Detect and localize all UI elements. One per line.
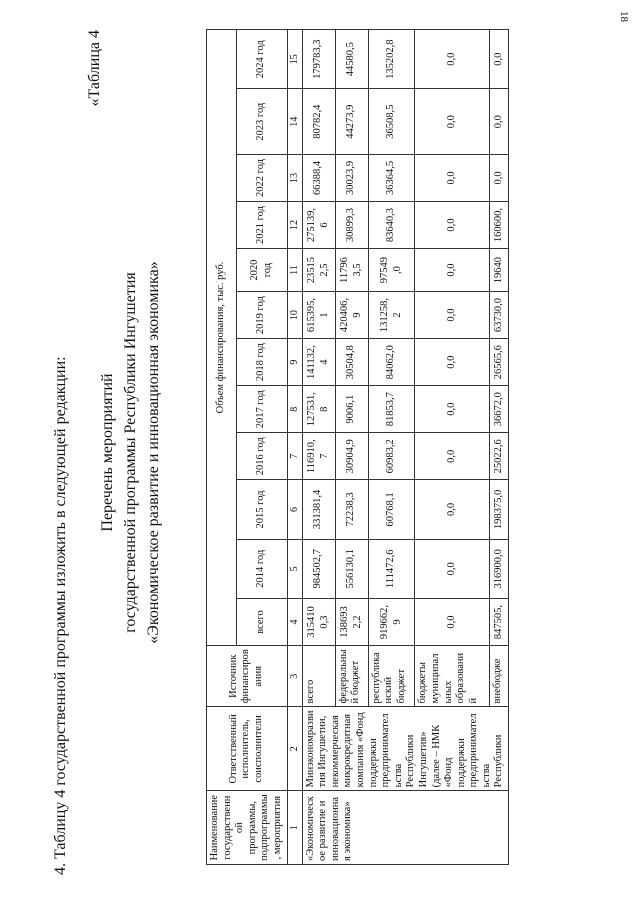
value-cell: 80782,4 (302, 89, 335, 154)
value-cell: 556130,1 (335, 539, 368, 598)
value-cell: 44273,9 (335, 89, 368, 154)
value-cell: 0,0 (489, 154, 508, 201)
value-cell: 36508,5 (368, 89, 415, 154)
value-cell: 60983,2 (368, 433, 415, 480)
value-cell: 0,0 (415, 249, 489, 292)
value-cell: 131258, 2 (368, 292, 415, 339)
page-number: 18 (618, 11, 630, 22)
value-cell: 0,0 (415, 292, 489, 339)
year-header: всего (236, 598, 287, 645)
value-cell: 36364,5 (368, 154, 415, 201)
value-cell: 315410 0,3 (302, 598, 335, 645)
index-cell: 9 (287, 339, 302, 386)
year-header: 2019 год (236, 292, 287, 339)
value-cell: 0,0 (415, 539, 489, 598)
year-header: 2018 год (236, 339, 287, 386)
value-cell: 111472,6 (368, 539, 415, 598)
index-cell: 5 (287, 539, 302, 598)
source-cell: федеральный бюджет (335, 646, 368, 707)
value-cell: 198375,0 (489, 480, 508, 539)
index-cell: 3 (287, 646, 302, 707)
value-cell: 26565,6 (489, 339, 508, 386)
table-row (302, 30, 335, 865)
value-cell: 0,0 (415, 202, 489, 249)
value-cell: 23515 2,5 (302, 249, 335, 292)
year-header: 2021 год (236, 202, 287, 249)
year-header: 2020 год (236, 249, 287, 292)
value-cell: 0,0 (415, 30, 489, 89)
value-cell: 0,0 (415, 386, 489, 433)
title-line-3: «Экономическое развитие и инновационная экономика» (145, 261, 163, 644)
index-cell: 4 (287, 598, 302, 645)
value-cell: 30504,8 (335, 339, 368, 386)
document-title (96, 0, 166, 905)
intro-text: 4. Таблицу 4 государственной программы изложить в следующей редакции: (52, 356, 69, 875)
value-cell: 127531, 8 (302, 386, 335, 433)
value-cell: 116910, 7 (302, 433, 335, 480)
value-cell: 0,0 (415, 154, 489, 201)
year-header: 2023 год (236, 89, 287, 154)
value-cell: 30023,9 (335, 154, 368, 201)
index-cell: 12 (287, 202, 302, 249)
value-cell: 9006,1 (335, 386, 368, 433)
value-cell: 316900,0 (489, 539, 508, 598)
source-cell: бюджеты муниципальных образований (415, 646, 489, 707)
title-line-1: Перечень мероприятий (99, 373, 116, 532)
value-cell: 84062,0 (368, 339, 415, 386)
value-cell: 0,0 (415, 339, 489, 386)
value-cell: 0,0 (489, 30, 508, 89)
index-cell: 10 (287, 292, 302, 339)
index-cell: 13 (287, 154, 302, 201)
value-cell: 19640 (489, 249, 508, 292)
index-cell: 6 (287, 480, 302, 539)
value-cell: 0,0 (415, 480, 489, 539)
value-cell: 0,0 (415, 433, 489, 480)
value-cell: 160600, (489, 202, 508, 249)
executors-cell: Минэкономразвития Ингушетии, некоммерческая микрокредитная компания «Фонд поддержки предпринимательства Республики Ингушетия» (далее – НМК «Фонд поддержки предпринимательства Республики (302, 707, 509, 791)
value-cell: 138693 2,2 (335, 598, 368, 645)
program-name-cell: «Экономическое развитие и инновационная экономика» (302, 791, 509, 865)
value-cell: 179783,3 (302, 30, 335, 89)
col-executor-header: Ответственный исполнитель, соисполнители (207, 707, 288, 791)
year-header: 2014 год (236, 539, 287, 598)
value-cell: 25022,6 (489, 433, 508, 480)
value-cell: 11796 3,5 (335, 249, 368, 292)
index-cell: 15 (287, 30, 302, 89)
value-cell: 331381,4 (302, 480, 335, 539)
value-cell: 72238,3 (335, 480, 368, 539)
value-cell: 919662, 9 (368, 598, 415, 645)
col-volume-header: Объем финансирования, тыс. руб. (207, 30, 237, 646)
value-cell: 44580,5 (335, 30, 368, 89)
value-cell: 66388,4 (302, 154, 335, 201)
value-cell: 30904,9 (335, 433, 368, 480)
table-body (302, 30, 509, 865)
value-cell: 615395, 1 (302, 292, 335, 339)
index-cell: 8 (287, 386, 302, 433)
source-cell: всего (302, 646, 335, 707)
year-header: 2022 год (236, 154, 287, 201)
value-cell: 0,0 (415, 598, 489, 645)
value-cell: 83640,3 (368, 202, 415, 249)
index-cell: 2 (287, 707, 302, 791)
index-row (287, 30, 302, 865)
value-cell: 0,0 (415, 89, 489, 154)
value-cell: 30899,3 (335, 202, 368, 249)
index-cell: 11 (287, 249, 302, 292)
header-row-1 (207, 30, 237, 865)
year-header: 2024 год (236, 30, 287, 89)
table-label: «Таблица 4 (86, 30, 103, 107)
value-cell: 63730,0 (489, 292, 508, 339)
source-cell: внебюдже (489, 646, 508, 707)
year-header: 2016 год (236, 433, 287, 480)
value-cell: 81853,7 (368, 386, 415, 433)
year-header: 2015 год (236, 480, 287, 539)
source-cell: республиканский бюджет (368, 646, 415, 707)
title-line-2: государственной программы Республики Ингушетия (122, 272, 140, 633)
value-cell: 420406, 9 (335, 292, 368, 339)
value-cell: 36672,0 (489, 386, 508, 433)
index-cell: 1 (287, 791, 302, 865)
value-cell: 847505, (489, 598, 508, 645)
value-cell: 97549 ,0 (368, 249, 415, 292)
value-cell: 0,0 (489, 89, 508, 154)
value-cell: 984502,7 (302, 539, 335, 598)
measures-table (206, 29, 509, 865)
value-cell: 135202,8 (368, 30, 415, 89)
col-name-header: Наименование государственной программы, подпрограммы, мероприятия (207, 791, 288, 865)
value-cell: 60768,1 (368, 480, 415, 539)
value-cell: 141132, 4 (302, 339, 335, 386)
value-cell: 275139, 6 (302, 202, 335, 249)
year-header: 2017 год (236, 386, 287, 433)
index-cell: 14 (287, 89, 302, 154)
index-cell: 7 (287, 433, 302, 480)
col-source-header: Источник финансирования (207, 646, 288, 707)
